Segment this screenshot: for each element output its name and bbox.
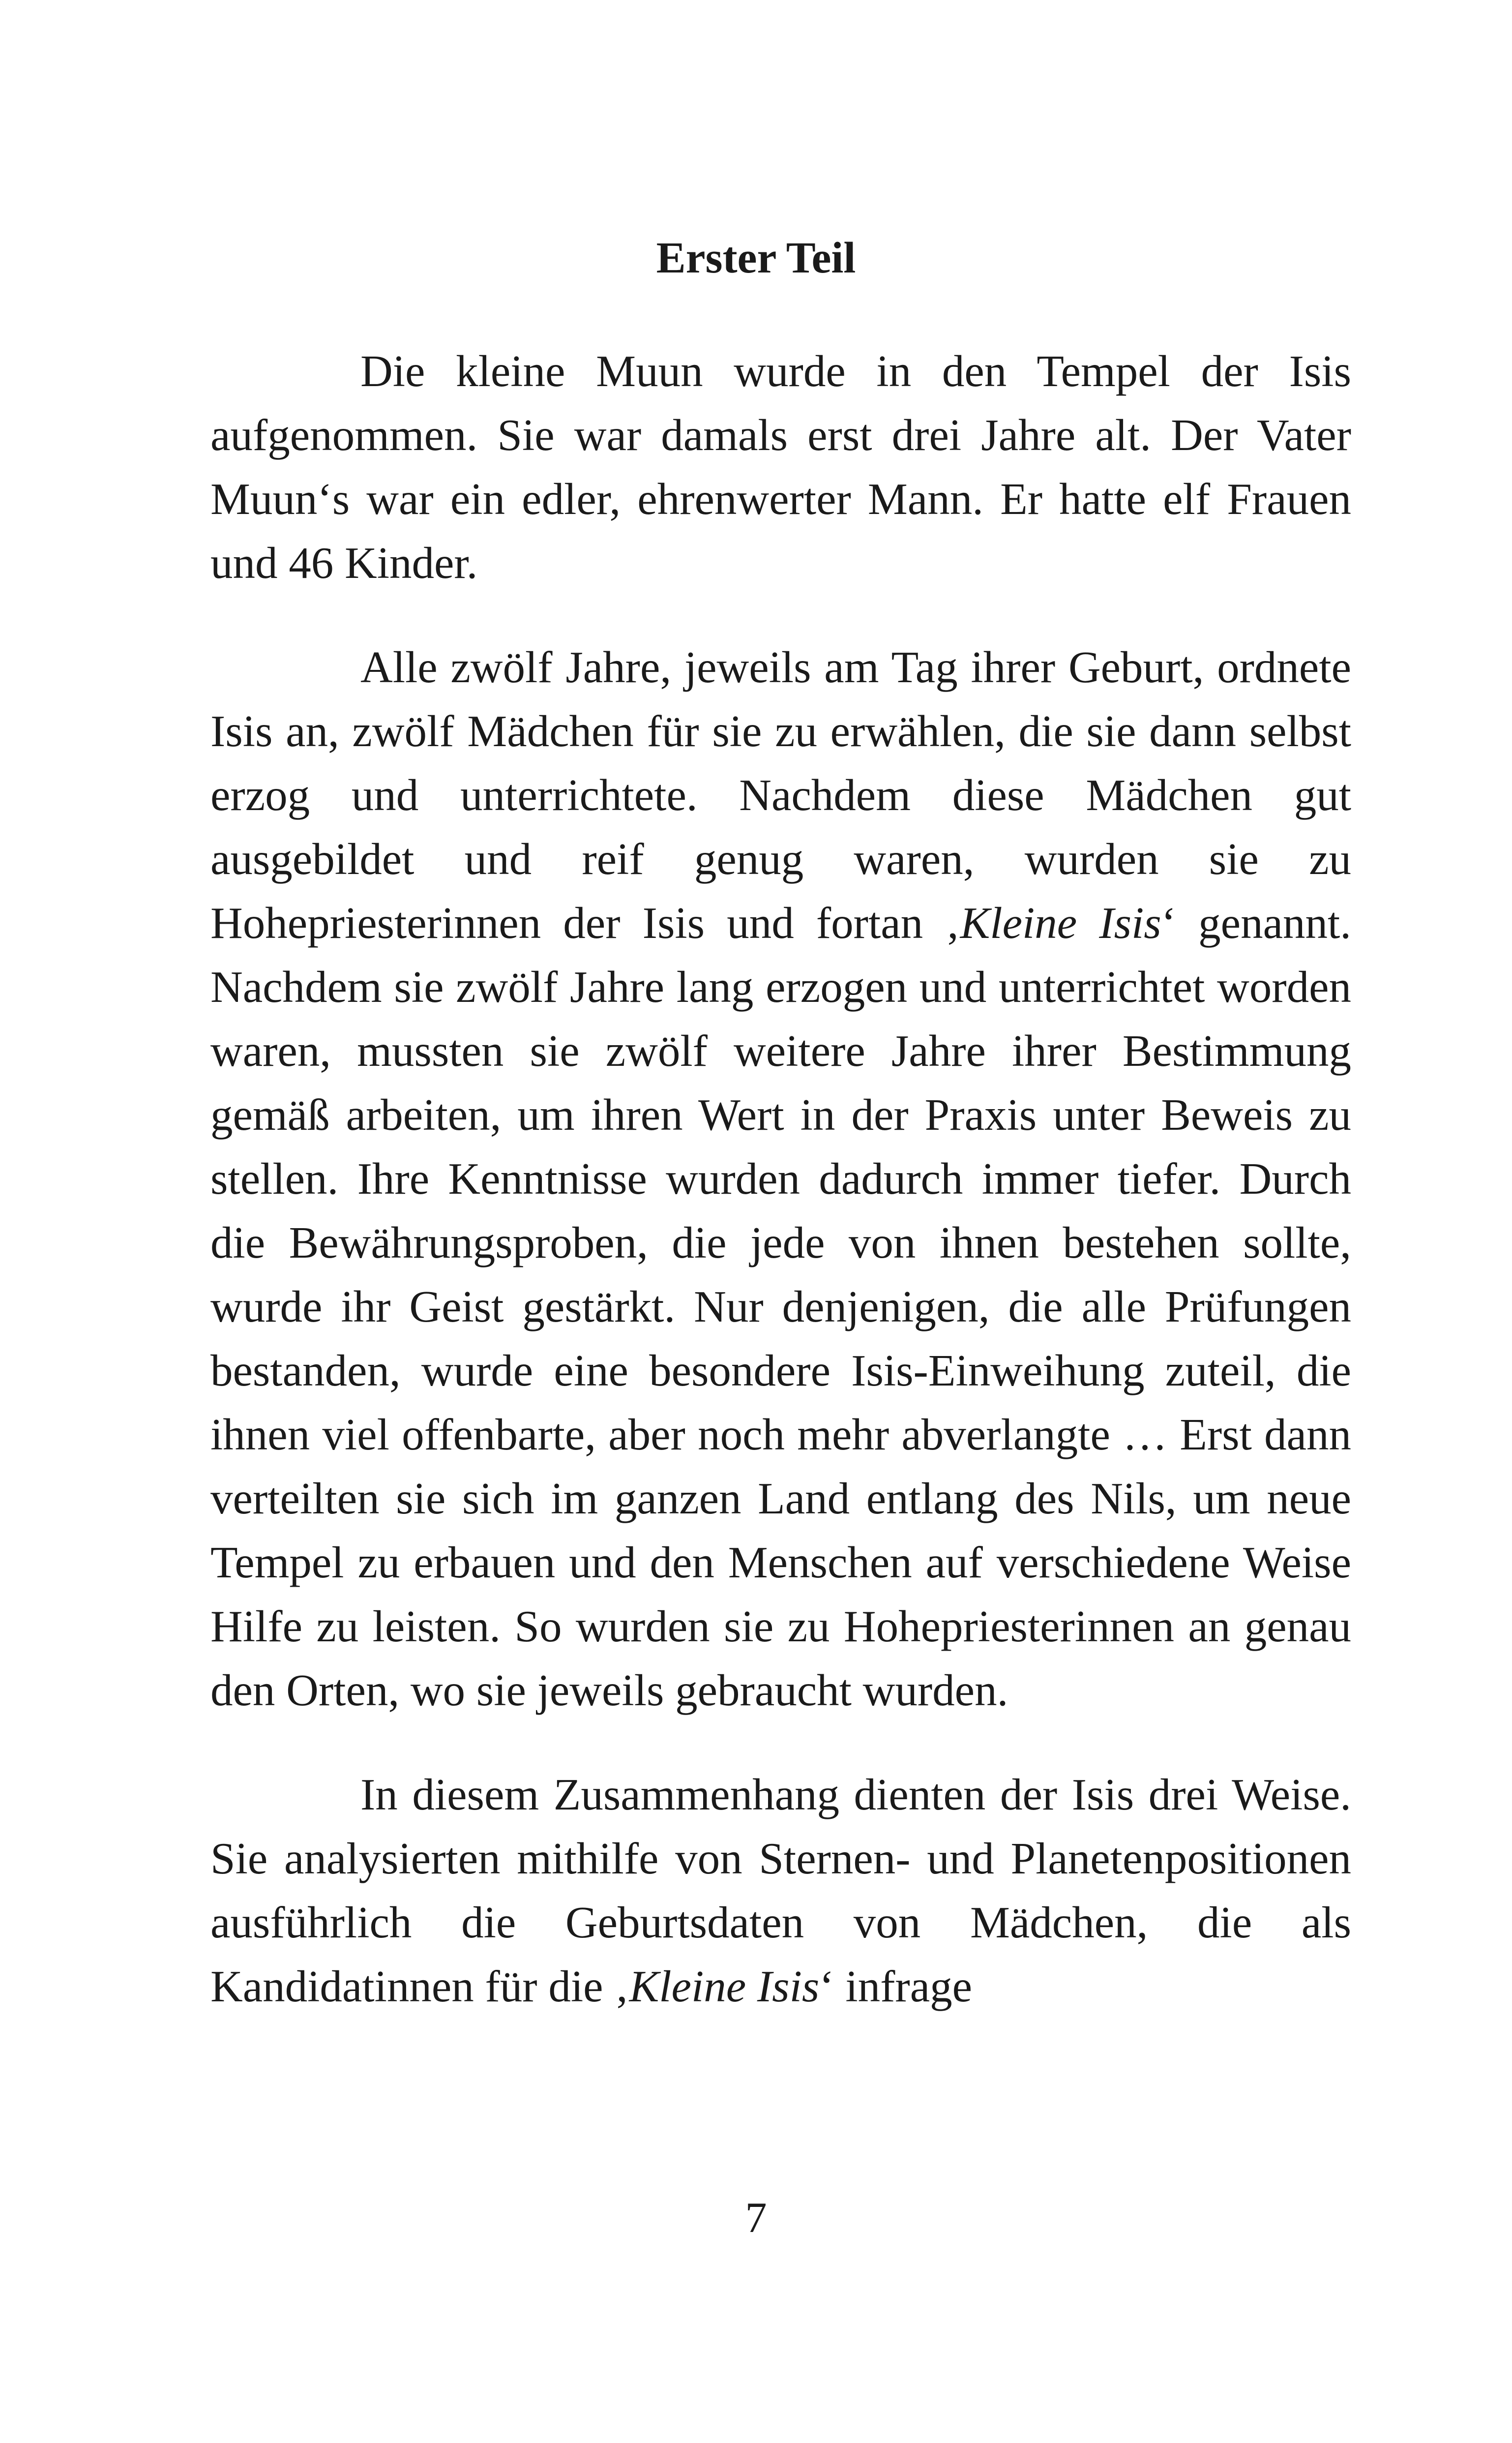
body-text (210, 339, 1351, 2019)
paragraph-3-text-a: In diesem Zusammenhang dienten der Isis drei Weise. Sie analysierten mithilfe von Sternen- und Planetenpositionen ausführlich die Geburtsdaten von Mädchen, die als Kandidatinnen für die ‚ (210, 1770, 1351, 2011)
paragraph-2-text-b: ‘ genannt. Nachdem sie zwölf Jahre lang erzogen und unterrichtet worden waren, mussten sie zwölf weitere Jahre ihrer Bestimmung gemäß arbeiten, um ihren Wert in der Praxis unter Beweis zu stellen. Ihre Kenntnisse wurden dadurch immer tiefer. Durch die Bewährungsproben, die jede von ihnen bestehen sollte, wurde ihr Geist gestärkt. Nur denjenigen, die alle Prüfungen bestanden, wurde eine besondere Isis-Einweihung zuteil, die ihnen viel offenbarte, aber noch mehr abverlangte … Erst dann verteilten sie sich im ganzen Land entlang des Nils, um neue Tempel zu erbauen und den Menschen auf verschiedene Weise Hilfe zu leisten. So wurden sie zu Hohepriesterinnen an genau den Orten, wo sie jeweils gebraucht wurden. (210, 898, 1351, 1715)
page-number: 7 (745, 2194, 767, 2242)
paragraph-3-text-b: ‘ infrage (819, 1961, 973, 2011)
paragraph-2-text-a: Alle zwölf Jahre, jeweils am Tag ihrer Geburt, ordnete Isis an, zwölf Mädchen für sie zu erwählen, die sie dann selbst erzog und unterrichtete. Nachdem diese Mädchen gut ausgebildet und reif genug waren, wurden sie zu Hohepriesterinnen der Isis und fortan ‚ (210, 642, 1351, 948)
paragraph-2 (210, 635, 1351, 1722)
paragraph-2-italic-term: Kleine Isis (960, 898, 1161, 948)
paragraph-1: Die kleine Muun wurde in den Tempel der Isis aufgenommen. Sie war damals erst drei Jahre alt. Der Vater Muun‘s war ein edler, ehrenwerter Mann. Er hatte elf Frauen und 46 Kinder. (210, 346, 1351, 588)
chapter-heading: Erster Teil (656, 234, 856, 282)
paragraph-3-italic-term: Kleine Isis (629, 1961, 820, 2011)
paragraph-3 (210, 1763, 1351, 2019)
